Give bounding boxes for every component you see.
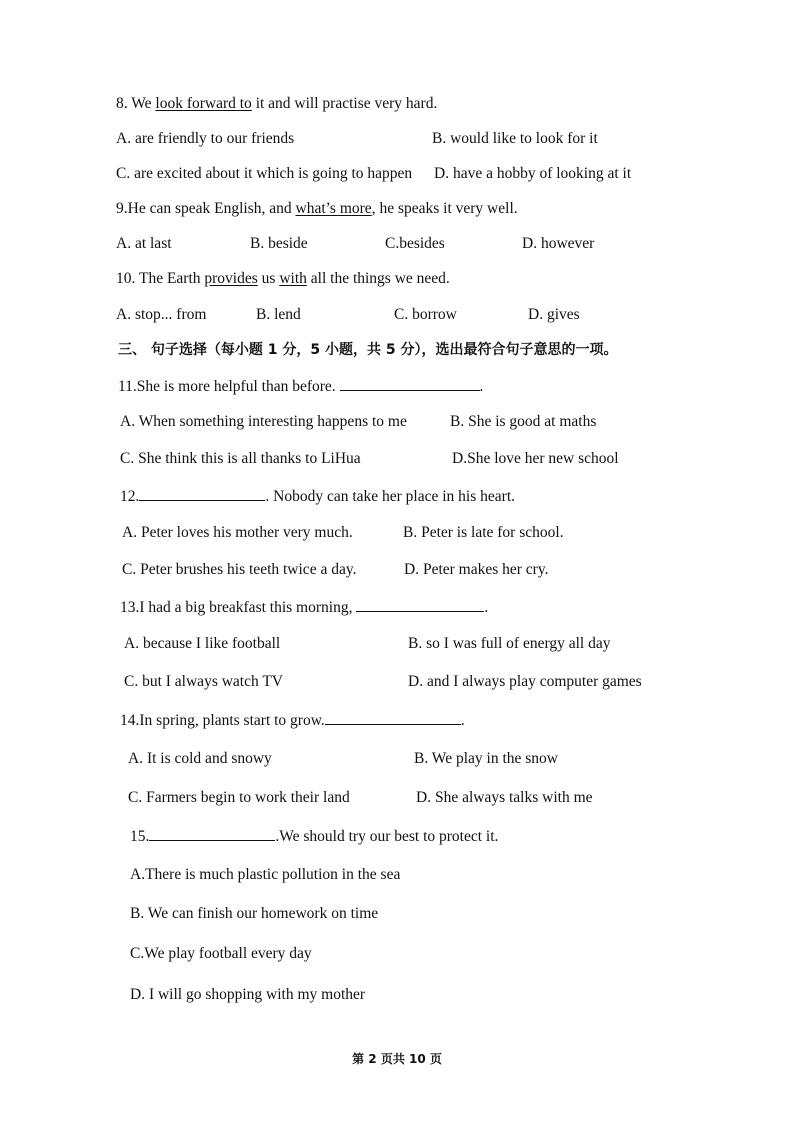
question-number: 15.: [130, 828, 150, 845]
stem-end: .: [479, 378, 484, 395]
question-11-stem: [118, 376, 483, 397]
q12-option-b[interactable]: B. Peter is late for school.: [403, 524, 564, 541]
q15-option-a[interactable]: A.There is much plastic pollution in the sea: [130, 866, 401, 883]
q14-option-c[interactable]: C. Farmers begin to work their land: [128, 789, 350, 806]
q12-option-d[interactable]: D. Peter makes her cry.: [404, 561, 549, 578]
q10-option-b[interactable]: B. lend: [256, 306, 301, 323]
q9-option-b[interactable]: B. beside: [250, 235, 308, 252]
question-13-stem: [120, 597, 488, 618]
question-12-stem: [120, 486, 515, 507]
question-number: 12.: [120, 488, 140, 505]
q11-option-c[interactable]: C. She think this is all thanks to LiHua: [120, 450, 361, 467]
question-number: 8.: [116, 95, 128, 112]
question-10-stem: [116, 269, 450, 289]
stem-pre: 9.He can speak English, and: [116, 200, 296, 217]
q13-option-a[interactable]: A. because I like football: [124, 635, 281, 652]
q10-option-a[interactable]: A. stop... from: [116, 306, 207, 323]
q15-option-d[interactable]: D. I will go shopping with my mother: [130, 986, 366, 1003]
stem-mid: us: [257, 270, 280, 287]
stem-post: it and will practise very hard.: [251, 95, 438, 112]
q12-option-a[interactable]: A. Peter loves his mother very much.: [122, 524, 353, 541]
q13-option-d[interactable]: D. and I always play computer games: [408, 673, 642, 690]
section-3-heading: 三、 句子选择（每小题 1 分，5 小题，共 5 分），选出最符合句子意思的一项。: [118, 342, 618, 358]
q13-option-b[interactable]: B. so I was full of energy all day: [408, 635, 611, 652]
stem-text: .We should try our best to protect it.: [275, 828, 499, 845]
stem-end: .: [484, 599, 489, 616]
stem-text: 11.She is more helpful than before.: [118, 378, 336, 395]
underlined-phrase: what’s more: [295, 200, 372, 217]
q13-option-c[interactable]: C. but I always watch TV: [124, 673, 283, 690]
q14-option-a[interactable]: A. It is cold and snowy: [128, 750, 272, 767]
stem-text: 14.In spring, plants start to grow.: [120, 712, 325, 729]
stem-end: .: [460, 712, 465, 729]
answer-blank[interactable]: [325, 710, 461, 725]
stem-post: , he speaks it very well.: [371, 200, 518, 217]
answer-blank[interactable]: [356, 597, 484, 612]
answer-blank[interactable]: [149, 826, 275, 841]
stem-pre: We: [131, 95, 156, 112]
question-9-stem: [116, 199, 518, 219]
question-8-stem: [116, 94, 437, 114]
question-14-stem: [120, 710, 465, 731]
q8-option-b[interactable]: B. would like to look for it: [432, 130, 598, 147]
q10-option-d[interactable]: D. gives: [528, 306, 580, 323]
question-15-stem: [130, 826, 498, 847]
q15-option-c[interactable]: C.We play football every day: [130, 945, 312, 962]
answer-blank[interactable]: [340, 376, 480, 391]
stem-pre: 10. The Earth: [116, 270, 205, 287]
q9-option-d[interactable]: D. however: [522, 235, 595, 252]
q11-option-b[interactable]: B. She is good at maths: [450, 413, 597, 430]
stem-text: . Nobody can take her place in his heart.: [265, 488, 516, 505]
q11-option-d[interactable]: D.She love her new school: [452, 450, 619, 467]
q11-option-a[interactable]: A. When something interesting happens to me: [120, 413, 407, 430]
underlined-phrase: look forward to: [155, 95, 252, 112]
q8-option-a[interactable]: A. are friendly to our friends: [116, 130, 295, 147]
q9-option-c[interactable]: C.besides: [385, 235, 445, 252]
q15-option-b[interactable]: B. We can finish our homework on time: [130, 905, 379, 922]
q14-option-b[interactable]: B. We play in the snow: [414, 750, 558, 767]
stem-post: all the things we need.: [306, 270, 450, 287]
q8-option-c[interactable]: C. are excited about it which is going to happen: [116, 165, 413, 182]
q10-option-c[interactable]: C. borrow: [394, 306, 457, 323]
q14-option-d[interactable]: D. She always talks with me: [416, 789, 593, 806]
answer-blank[interactable]: [139, 486, 265, 501]
underlined-word-with: with: [279, 270, 307, 287]
q9-option-a[interactable]: A. at last: [116, 235, 172, 252]
stem-text: 13.I had a big breakfast this morning,: [120, 599, 353, 616]
q8-option-d[interactable]: D. have a hobby of looking at it: [434, 165, 632, 182]
underlined-word-provides: provides: [204, 270, 258, 287]
q12-option-c[interactable]: C. Peter brushes his teeth twice a day.: [122, 561, 357, 578]
page-footer: 第 2 页共 10 页: [352, 1052, 442, 1066]
